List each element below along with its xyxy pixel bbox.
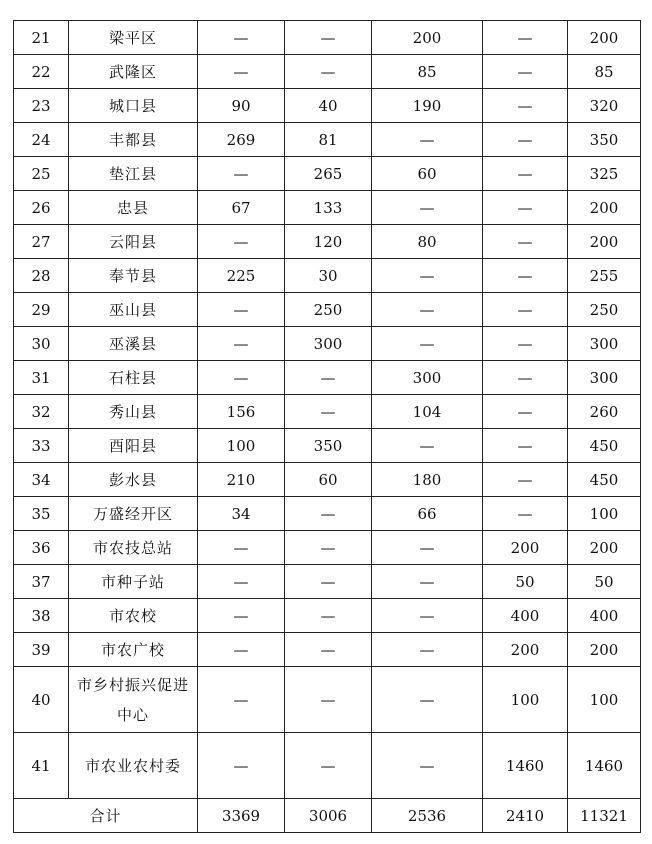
value-cell: 250: [568, 293, 641, 327]
value-cell: 85: [372, 55, 483, 89]
value-cell: 34: [198, 497, 285, 531]
value-cell: 450: [568, 429, 641, 463]
value-cell: 50: [568, 565, 641, 599]
value-cell: 200: [568, 21, 641, 55]
row-number: 22: [14, 55, 69, 89]
value-cell: 200: [568, 225, 641, 259]
value-cell: 300: [568, 361, 641, 395]
row-number: 30: [14, 327, 69, 361]
value-cell: —: [372, 565, 483, 599]
value-cell: —: [198, 293, 285, 327]
table-row: [14, 55, 641, 89]
value-cell: —: [285, 55, 372, 89]
row-number: 24: [14, 123, 69, 157]
table-row: [14, 667, 641, 733]
table-row: [14, 89, 641, 123]
row-number: 27: [14, 225, 69, 259]
value-cell: 120: [285, 225, 372, 259]
value-cell: 180: [372, 463, 483, 497]
table-row: [14, 565, 641, 599]
table-row: [14, 327, 641, 361]
value-cell: —: [483, 463, 568, 497]
value-cell: —: [198, 633, 285, 667]
row-number: 23: [14, 89, 69, 123]
value-cell: —: [372, 293, 483, 327]
value-cell: 265: [285, 157, 372, 191]
unit-name: 云阳县: [69, 225, 198, 259]
value-cell: —: [285, 633, 372, 667]
row-number: 28: [14, 259, 69, 293]
value-cell: —: [483, 157, 568, 191]
value-cell: 269: [198, 123, 285, 157]
unit-name: 市农广校: [69, 633, 198, 667]
value-cell: 40: [285, 89, 372, 123]
unit-name: 秀山县: [69, 395, 198, 429]
value-cell: 50: [483, 565, 568, 599]
total-value-cell: 3006: [285, 799, 372, 833]
value-cell: —: [372, 633, 483, 667]
unit-name: 酉阳县: [69, 429, 198, 463]
value-cell: —: [483, 497, 568, 531]
value-cell: —: [483, 361, 568, 395]
table-row: [14, 123, 641, 157]
value-cell: 100: [568, 667, 641, 733]
value-cell: —: [483, 55, 568, 89]
value-cell: —: [285, 21, 372, 55]
value-cell: —: [285, 599, 372, 633]
unit-name: 万盛经开区: [69, 497, 198, 531]
value-cell: —: [483, 293, 568, 327]
value-cell: 30: [285, 259, 372, 293]
table-row: [14, 21, 641, 55]
value-cell: 85: [568, 55, 641, 89]
unit-name: 梁平区: [69, 21, 198, 55]
value-cell: 225: [198, 259, 285, 293]
table-row: [14, 463, 641, 497]
table-row: [14, 733, 641, 799]
value-cell: 1460: [483, 733, 568, 799]
value-cell: 200: [483, 531, 568, 565]
value-cell: 90: [198, 89, 285, 123]
table-row: [14, 157, 641, 191]
table-row: [14, 531, 641, 565]
value-cell: 100: [483, 667, 568, 733]
row-number: 37: [14, 565, 69, 599]
value-cell: —: [285, 497, 372, 531]
value-cell: 200: [568, 531, 641, 565]
value-cell: —: [198, 21, 285, 55]
value-cell: —: [198, 733, 285, 799]
value-cell: —: [285, 667, 372, 733]
value-cell: 250: [285, 293, 372, 327]
value-cell: —: [372, 123, 483, 157]
value-cell: 300: [285, 327, 372, 361]
value-cell: —: [372, 531, 483, 565]
value-cell: —: [372, 599, 483, 633]
total-value-cell: 3369: [198, 799, 285, 833]
value-cell: —: [198, 157, 285, 191]
value-cell: —: [483, 259, 568, 293]
table-body: [14, 21, 641, 833]
table-row: [14, 429, 641, 463]
value-cell: 320: [568, 89, 641, 123]
value-cell: —: [198, 667, 285, 733]
value-cell: 60: [372, 157, 483, 191]
value-cell: —: [372, 191, 483, 225]
value-cell: —: [198, 599, 285, 633]
value-cell: 300: [568, 327, 641, 361]
value-cell: 80: [372, 225, 483, 259]
value-cell: —: [483, 191, 568, 225]
value-cell: 1460: [568, 733, 641, 799]
row-number: 31: [14, 361, 69, 395]
value-cell: 200: [372, 21, 483, 55]
value-cell: —: [285, 531, 372, 565]
unit-name: 忠县: [69, 191, 198, 225]
value-cell: 200: [483, 633, 568, 667]
value-cell: 350: [568, 123, 641, 157]
value-cell: 60: [285, 463, 372, 497]
row-number: 33: [14, 429, 69, 463]
value-cell: —: [372, 327, 483, 361]
unit-name: 市农校: [69, 599, 198, 633]
row-number: 35: [14, 497, 69, 531]
unit-name: 城口县: [69, 89, 198, 123]
value-cell: —: [372, 733, 483, 799]
total-value-cell: 11321: [568, 799, 641, 833]
value-cell: 400: [568, 599, 641, 633]
value-cell: 450: [568, 463, 641, 497]
value-cell: —: [372, 429, 483, 463]
value-cell: 104: [372, 395, 483, 429]
table-row: [14, 293, 641, 327]
unit-name: 武隆区: [69, 55, 198, 89]
row-number: 25: [14, 157, 69, 191]
value-cell: 200: [568, 191, 641, 225]
value-cell: 190: [372, 89, 483, 123]
total-label: 合计: [14, 799, 198, 833]
value-cell: 400: [483, 599, 568, 633]
value-cell: —: [372, 259, 483, 293]
unit-name: 市种子站: [69, 565, 198, 599]
value-cell: 133: [285, 191, 372, 225]
value-cell: —: [372, 667, 483, 733]
value-cell: —: [483, 429, 568, 463]
row-number: 38: [14, 599, 69, 633]
value-cell: —: [285, 395, 372, 429]
table-row: [14, 259, 641, 293]
table-row: [14, 633, 641, 667]
unit-name: 奉节县: [69, 259, 198, 293]
unit-name: 丰都县: [69, 123, 198, 157]
total-value-cell: 2410: [483, 799, 568, 833]
value-cell: —: [483, 327, 568, 361]
value-cell: 100: [198, 429, 285, 463]
value-cell: 260: [568, 395, 641, 429]
table-row: [14, 497, 641, 531]
unit-name: 石柱县: [69, 361, 198, 395]
unit-name: 巫山县: [69, 293, 198, 327]
unit-name: 垫江县: [69, 157, 198, 191]
allocation-table: [13, 20, 641, 833]
value-cell: —: [198, 327, 285, 361]
value-cell: 200: [568, 633, 641, 667]
row-number: 21: [14, 21, 69, 55]
total-value-cell: 2536: [372, 799, 483, 833]
unit-name: 巫溪县: [69, 327, 198, 361]
value-cell: —: [483, 225, 568, 259]
value-cell: 325: [568, 157, 641, 191]
table-row: [14, 191, 641, 225]
value-cell: 67: [198, 191, 285, 225]
unit-name: 彭水县: [69, 463, 198, 497]
row-number: 36: [14, 531, 69, 565]
value-cell: 350: [285, 429, 372, 463]
value-cell: 300: [372, 361, 483, 395]
value-cell: —: [198, 565, 285, 599]
value-cell: —: [285, 361, 372, 395]
value-cell: 210: [198, 463, 285, 497]
value-cell: —: [285, 733, 372, 799]
value-cell: —: [285, 565, 372, 599]
value-cell: —: [483, 123, 568, 157]
value-cell: —: [198, 531, 285, 565]
row-number: 32: [14, 395, 69, 429]
table-row: [14, 599, 641, 633]
value-cell: 81: [285, 123, 372, 157]
value-cell: 66: [372, 497, 483, 531]
unit-name: 市农业农村委: [69, 733, 198, 799]
row-number: 41: [14, 733, 69, 799]
value-cell: 255: [568, 259, 641, 293]
value-cell: —: [483, 21, 568, 55]
value-cell: —: [483, 89, 568, 123]
total-row: [14, 799, 641, 833]
table-row: [14, 395, 641, 429]
unit-name: 市乡村振兴促进中心: [69, 667, 198, 733]
value-cell: —: [483, 395, 568, 429]
value-cell: —: [198, 361, 285, 395]
value-cell: —: [198, 55, 285, 89]
unit-name: 市农技总站: [69, 531, 198, 565]
row-number: 39: [14, 633, 69, 667]
value-cell: 156: [198, 395, 285, 429]
row-number: 26: [14, 191, 69, 225]
row-number: 29: [14, 293, 69, 327]
row-number: 34: [14, 463, 69, 497]
value-cell: —: [198, 225, 285, 259]
table-row: [14, 361, 641, 395]
row-number: 40: [14, 667, 69, 733]
table-row: [14, 225, 641, 259]
value-cell: 100: [568, 497, 641, 531]
